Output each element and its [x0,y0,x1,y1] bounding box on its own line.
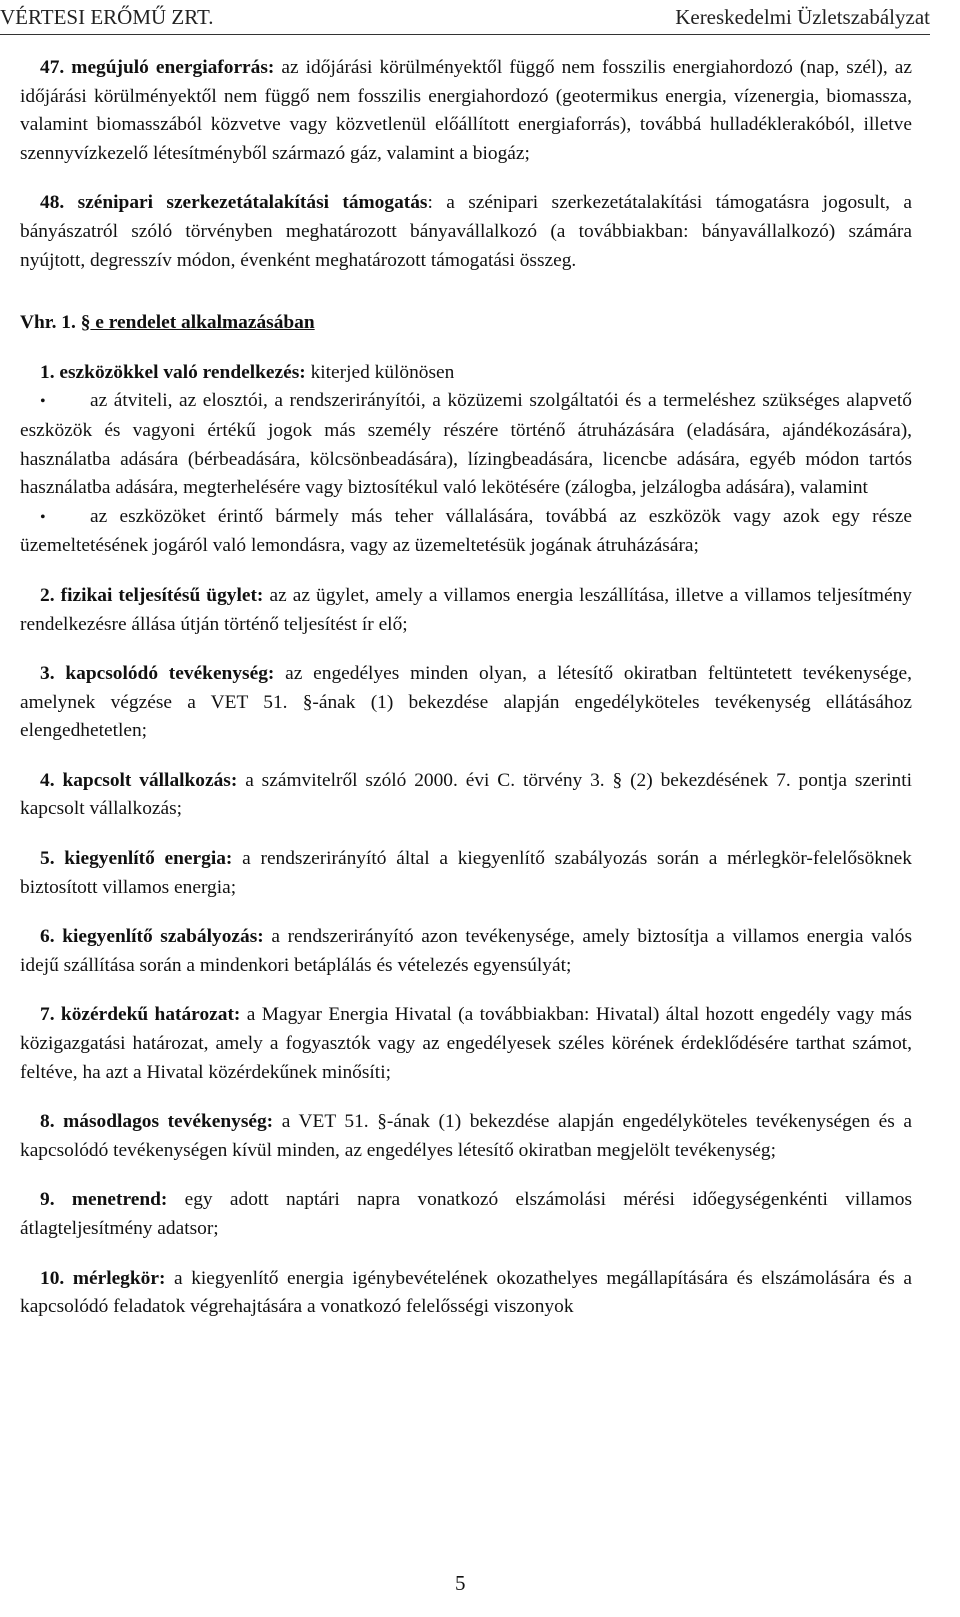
definition-num: 3. [40,663,55,685]
definition-term: megújuló energiaforrás: [71,57,275,78]
definition-term: mérlegkör: [72,1267,166,1289]
header-divider [0,34,930,35]
definition-term: kiegyenlítő szabályozás: [62,926,264,948]
section-title: e rendelet alkalmazásában [90,312,315,334]
definition-9 [20,1186,912,1243]
definition-num: 4. [40,769,55,791]
definition-num: 7. [40,1004,55,1026]
definition-text: a Magyar Energia Hivatal (a továbbiakban: Hivatal) által hozott engedély vagy más közigazgatási határozat, amely a fogyasztók vagy az engedélyesek széles körének érdeklődésére tarthat számot, feltéve, ha azt a Hivatal közérdekűnek minősíti; [20,1004,912,1083]
definition-text: kiterjed különösen [305,361,455,383]
bullet-dot: • [40,393,46,411]
definition-term: kapcsolódó tevékenység: [65,663,275,685]
definition-48 [20,189,912,275]
definition-text: a rendszerirányító által a kiegyenlítő szabályozás során a mérlegkör-felelősöknek biztosított villamos energia; [20,848,912,898]
definition-5 [20,845,912,902]
section-heading [20,309,912,338]
page-number: 5 [455,1571,466,1595]
definition-6 [20,923,912,980]
definition-text: a kiegyenlítő energia igénybevételének okozathelyes megállapítására és elszámolására és a kapcsolódó feladatok végrehajtására a vonatkozó felelősségi viszonyok [20,1267,912,1318]
definition-7 [20,1001,912,1087]
definition-8 [20,1108,912,1165]
definition-term: szénipari szerkezetátalakítási támogatás [77,192,428,214]
definition-3 [20,660,912,746]
definition-num: 10. [40,1267,65,1289]
header-company: VÉRTESI ERŐMŰ ZRT. [0,5,214,29]
definition-text: : a szénipari szerkezetátalakítási támogatásra jogosult, a bányászatról szóló törvényben meghatározott bányavállalkozó (a továbbiakban: bányavállalkozó) számára nyújtott, degresszív módon, évenként meghatározott támogatási összeg. [20,192,912,271]
page-header [0,4,930,30]
definition-text: az az ügylet, amely a villamos energia leszállítása, illetve a villamos teljesítmény rendelkezésre állása útján történő teljesítést ír elő; [20,584,912,635]
bullet-item [20,503,912,561]
bullet-text: az eszközöket érintő bármely más teher vállalására, továbbá az eszközök vagy azok egy része üzemeltetésének jogáról való lemondásra, vagy az üzemeltetésük jogának átruházására; [20,505,912,557]
bullet-dot: • [40,508,46,526]
definition-term: másodlagos tevékenység: [63,1111,274,1133]
definition-text: a VET 51. §-ának (1) bekezdése alapján engedélyköteles tevékenységen és a kapcsolódó tevékenységen kívül minden, az engedélyes létesítő okiratban megjelölt tevékenység; [20,1111,912,1161]
definition-47 [20,54,912,168]
definition-4 [20,767,912,824]
definition-num: 5. [40,848,55,870]
definition-num: 1. [40,361,55,383]
definition-num: 2. [40,584,55,606]
document-body [20,48,912,1322]
definition-num: 6. [40,926,55,948]
section-prefix: Vhr. 1. [20,312,81,334]
definition-term: fizikai teljesítésű ügylet: [60,584,264,606]
definition-text: a rendszerirányító azon tevékenysége, amely biztosítja a villamos energia valós idejű szállítása során a mindenkori betáplálás és vételezés egyensúlyát; [20,926,912,976]
bullet-item [20,387,912,502]
definition-1 [20,359,912,388]
definition-term: közérdekű határozat: [60,1004,241,1026]
definition-term: kiegyenlítő energia: [64,848,233,870]
definition-num: 48. [40,192,65,214]
definition-term: kapcsolt vállalkozás: [62,769,238,791]
definition-text: a számvitelről szóló 2000. évi C. törvény 3. § (2) bekezdésének 7. pontja szerinti kapcsolt vállalkozás; [20,769,912,820]
definition-10 [20,1265,912,1322]
header-doc-title: Kereskedelmi Üzletszabályzat [675,5,930,29]
definition-term: menetrend: [71,1189,168,1211]
definition-text: az időjárási körülményektől függő nem fosszilis energiahordozó (nap, szél), az időjárási körülményektől nem függő nem fosszilis energiahordozó (geotermikus energia, vízenergia, biomassza, valamint biomasszából közvetve vagy közvetlenül előállított energiaforrás), továbbá hulladéklerakóból, illetve szennyvízkezelő létesítményből származó gáz, valamint a biogáz; [20,57,912,164]
definition-text: az engedélyes minden olyan, a létesítő okiratban feltüntetett tevékenysége, amelynek végzése a VET 51. §-ának (1) bekezdése alapján engedélyköteles tevékenység ellátásához elengedhetetlen; [20,663,912,742]
definition-2 [20,582,912,639]
definition-num: 9. [40,1189,55,1211]
section-sign: § [80,312,91,334]
definition-num: 8. [40,1111,55,1133]
bullet-text: az átviteli, az elosztói, a rendszerirányítói, a közüzemi szolgáltatói és a termeléshez szükséges alapvető eszközök és vagyoni értékű jogok más személy részére történő átruházására (eladására, ajándékozására), használatba adására (bérbeadására, kölcsönbeadására), lízingbeadására, licencbe adására, egyéb módon tartós használatba adására, megterhelésére vagy biztosítékul való lekötésére (zálogba, jelzálogba adására), valamint [20,390,912,499]
definition-num: 47. [40,57,65,78]
definition-text: egy adott naptári napra vonatkozó elszámolási mérési időegységenkénti villamos átlagteljesítmény adatsor; [20,1189,912,1239]
definition-term: eszközökkel való rendelkezés: [59,361,306,383]
